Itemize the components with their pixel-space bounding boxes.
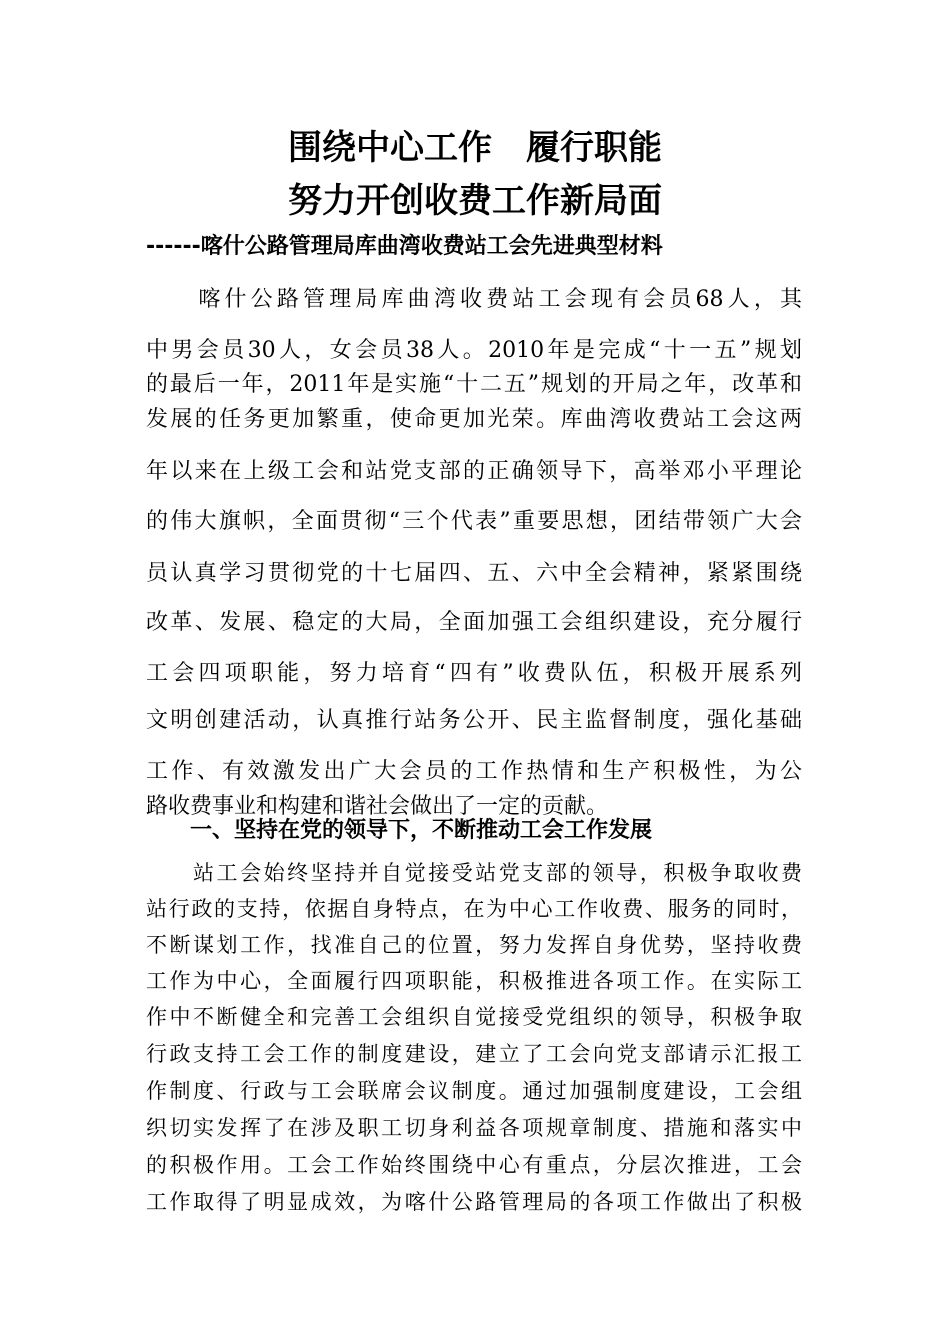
section-line: 工作为中心，全面履行四项职能，积极推进各项工作。在实际工 — [146, 969, 802, 993]
intro-line: 中男会员30人，女会员38人。2010年是完成“十一五”规划 — [146, 338, 802, 363]
section-line: 的积极作用。工会工作始终围绕中心有重点，分层次推进，工会 — [146, 1153, 802, 1177]
intro-line: 员认真学习贯彻党的十七届四、五、六中全会精神，紧紧围绕 — [146, 561, 802, 586]
intro-line: 喀什公路管理局库曲湾收费站工会现有会员68人，其 — [146, 287, 802, 312]
section-line: 织切实发挥了在涉及职工切身利益各项规章制度、措施和落实中 — [146, 1116, 802, 1140]
intro-line: 文明创建活动，认真推行站务公开、民主监督制度，强化基础 — [146, 708, 802, 733]
intro-line: 改革、发展、稳定的大局，全面加强工会组织建设，充分履行 — [146, 610, 802, 635]
intro-line: 的伟大旗帜，全面贯彻“三个代表”重要思想，团结带领广大会 — [146, 509, 802, 534]
document-subtitle: ------喀什公路管理局库曲湾收费站工会先进典型材料 — [146, 234, 663, 259]
intro-line: 工作、有效激发出广大会员的工作热情和生产积极性，为公 — [146, 759, 802, 784]
section-line: 工作取得了明显成效，为喀什公路管理局的各项工作做出了积极 — [146, 1190, 802, 1214]
document-title-line-2: 努力开创收费工作新局面 — [288, 181, 662, 221]
intro-line: 发展的任务更加繁重，使命更加光荣。库曲湾收费站工会这两 — [146, 407, 802, 432]
intro-line: 年以来在上级工会和站党支部的正确领导下，高举邓小平理论 — [146, 459, 802, 484]
section-heading: 一、坚持在党的领导下，不断推动工会工作发展 — [190, 818, 653, 843]
document-title-line-1: 围绕中心工作 履行职能 — [288, 128, 662, 168]
intro-line: 的最后一年，2011年是实施“十二五”规划的开局之年，改革和 — [146, 372, 802, 397]
section-line: 作中不断健全和完善工会组织自觉接受党组织的领导，积极争取 — [146, 1005, 802, 1029]
section-line: 站工会始终坚持并自觉接受站党支部的领导，积极争取收费 — [146, 861, 802, 885]
section-line: 不断谋划工作，找准自己的位置，努力发挥自身优势，坚持收费 — [146, 933, 802, 957]
intro-line: 工会四项职能，努力培育“四有”收费队伍，积极开展系列 — [146, 661, 802, 686]
section-line: 作制度、行政与工会联席会议制度。通过加强制度建设，工会组 — [146, 1079, 802, 1103]
section-line: 站行政的支持，依据自身特点，在为中心工作收费、服务的同时， — [146, 897, 802, 921]
section-line: 行政支持工会工作的制度建设，建立了工会向党支部请示汇报工 — [146, 1042, 802, 1066]
intro-line: 路收费事业和构建和谐社会做出了一定的贡献。 — [146, 794, 609, 819]
